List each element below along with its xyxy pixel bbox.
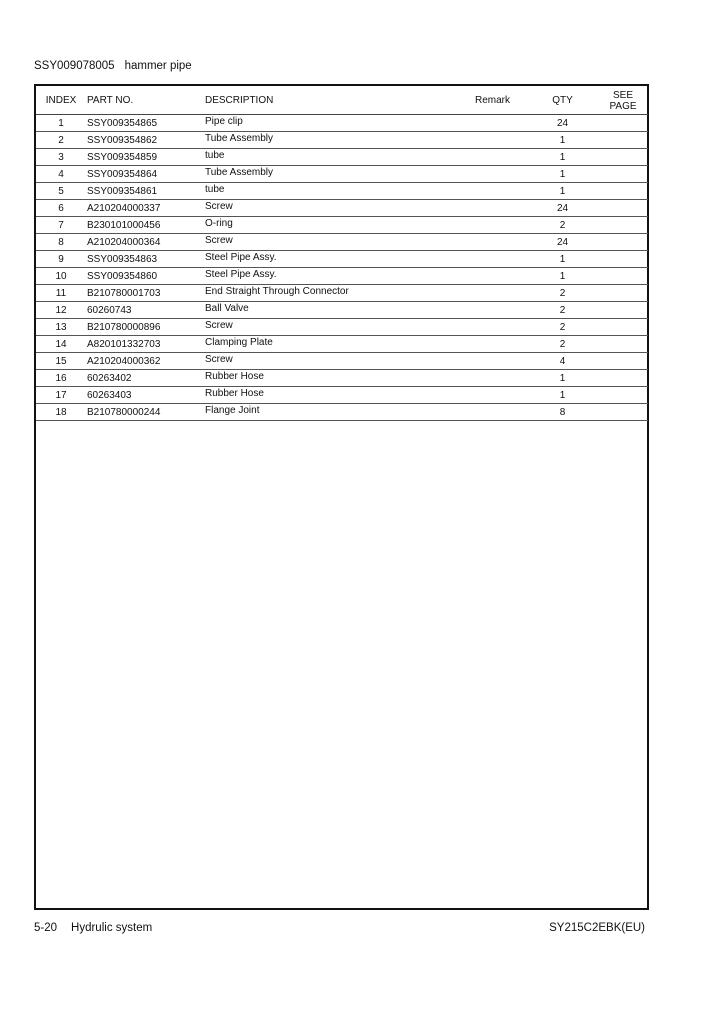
cell-index: 6 (36, 200, 86, 217)
cell-description: tube (205, 181, 475, 198)
cell-remark (475, 251, 527, 268)
cell-see-page (598, 251, 648, 268)
cell-description: Screw (205, 351, 475, 368)
cell-qty: 1 (527, 166, 598, 183)
cell-part-no: SSY009354860 (86, 268, 205, 285)
cell-index: 8 (36, 234, 86, 251)
cell-see-page (598, 336, 648, 353)
cell-remark (475, 370, 527, 387)
cell-description: O-ring (205, 215, 475, 232)
cell-remark (475, 166, 527, 183)
cell-index: 12 (36, 302, 86, 319)
cell-qty: 1 (527, 268, 598, 285)
cell-see-page (598, 166, 648, 183)
header-see-page (598, 86, 648, 115)
table-body (36, 115, 648, 421)
cell-part-no: SSY009354863 (86, 251, 205, 268)
page-number: 5-20 (34, 922, 58, 934)
cell-index: 4 (36, 166, 86, 183)
cell-remark (475, 319, 527, 336)
header-part-no: PART NO. (86, 86, 205, 115)
section-name: Hydrulic system (71, 922, 153, 934)
header-description: DESCRIPTION (205, 86, 475, 115)
cell-index: 11 (36, 285, 86, 302)
parts-table (36, 86, 648, 421)
cell-index: 3 (36, 149, 86, 166)
cell-qty: 1 (527, 149, 598, 166)
cell-qty: 24 (527, 115, 598, 132)
cell-index: 7 (36, 217, 86, 234)
cell-qty: 2 (527, 285, 598, 302)
cell-description: tube (205, 147, 475, 164)
cell-index: 1 (36, 115, 86, 132)
cell-see-page (598, 149, 648, 166)
header-index: INDEX (36, 86, 86, 115)
cell-see-page (598, 302, 648, 319)
cell-description: Tube Assembly (205, 164, 475, 181)
cell-part-no: SSY009354864 (86, 166, 205, 183)
cell-qty: 1 (527, 183, 598, 200)
cell-description: End Straight Through Connector (205, 283, 475, 300)
cell-index: 15 (36, 353, 86, 370)
cell-description: Screw (205, 198, 475, 215)
cell-qty: 2 (527, 302, 598, 319)
cell-description: Screw (205, 317, 475, 334)
cell-description: Tube Assembly (205, 130, 475, 147)
cell-see-page (598, 115, 648, 132)
cell-description: Ball Valve (205, 300, 475, 317)
cell-description: Screw (205, 232, 475, 249)
cell-see-page (598, 404, 648, 421)
cell-part-no: B210780001703 (86, 285, 205, 302)
cell-see-page (598, 353, 648, 370)
cell-see-page (598, 132, 648, 149)
cell-remark (475, 115, 527, 132)
cell-part-no: A210204000362 (86, 353, 205, 370)
table-header-row (36, 86, 648, 115)
cell-part-no: 60260743 (86, 302, 205, 319)
cell-description: Clamping Plate (205, 334, 475, 351)
header-see-line1: SEE (612, 89, 633, 101)
cell-part-no: B210780000244 (86, 404, 205, 421)
cell-qty: 2 (527, 336, 598, 353)
cell-qty: 8 (527, 404, 598, 421)
cell-part-no: A210204000337 (86, 200, 205, 217)
header-see-line2: PAGE (609, 100, 637, 112)
assembly-code: SSY009078005 (34, 60, 115, 72)
cell-part-no: SSY009354859 (86, 149, 205, 166)
cell-description: Flange Joint (205, 402, 475, 419)
model-code: SY215C2EBK(EU) (549, 922, 645, 934)
cell-description: Rubber Hose (205, 385, 475, 402)
cell-index: 17 (36, 387, 86, 404)
cell-part-no: A210204000364 (86, 234, 205, 251)
header-remark: Remark (475, 86, 527, 115)
cell-remark (475, 353, 527, 370)
cell-remark (475, 336, 527, 353)
cell-remark (475, 268, 527, 285)
assembly-name: hammer pipe (124, 60, 192, 72)
cell-part-no: 60263403 (86, 387, 205, 404)
cell-part-no: SSY009354861 (86, 183, 205, 200)
cell-index: 5 (36, 183, 86, 200)
cell-see-page (598, 217, 648, 234)
cell-description: Rubber Hose (205, 368, 475, 385)
page-heading (34, 60, 192, 72)
cell-index: 16 (36, 370, 86, 387)
cell-description: Steel Pipe Assy. (205, 266, 475, 283)
cell-qty: 1 (527, 251, 598, 268)
cell-remark (475, 404, 527, 421)
cell-remark (475, 387, 527, 404)
cell-qty: 24 (527, 200, 598, 217)
cell-remark (475, 183, 527, 200)
cell-remark (475, 149, 527, 166)
cell-see-page (598, 319, 648, 336)
cell-remark (475, 302, 527, 319)
cell-qty: 4 (527, 353, 598, 370)
cell-qty: 24 (527, 234, 598, 251)
cell-qty: 2 (527, 319, 598, 336)
table-row (36, 404, 648, 421)
cell-part-no: SSY009354865 (86, 115, 205, 132)
header-qty: QTY (527, 86, 598, 115)
cell-see-page (598, 387, 648, 404)
cell-part-no: A820101332703 (86, 336, 205, 353)
parts-list-frame (34, 84, 649, 910)
cell-description: Pipe clip (205, 113, 475, 130)
cell-see-page (598, 370, 648, 387)
cell-qty: 1 (527, 132, 598, 149)
cell-index: 9 (36, 251, 86, 268)
cell-qty: 2 (527, 217, 598, 234)
cell-index: 10 (36, 268, 86, 285)
cell-qty: 1 (527, 370, 598, 387)
cell-part-no: SSY009354862 (86, 132, 205, 149)
cell-index: 14 (36, 336, 86, 353)
cell-remark (475, 200, 527, 217)
cell-part-no: B230101000456 (86, 217, 205, 234)
cell-index: 13 (36, 319, 86, 336)
cell-see-page (598, 268, 648, 285)
cell-part-no: B210780000896 (86, 319, 205, 336)
cell-see-page (598, 200, 648, 217)
cell-index: 2 (36, 132, 86, 149)
cell-remark (475, 132, 527, 149)
cell-see-page (598, 183, 648, 200)
cell-remark (475, 234, 527, 251)
cell-description: Steel Pipe Assy. (205, 249, 475, 266)
cell-remark (475, 285, 527, 302)
footer-left (34, 922, 152, 934)
cell-remark (475, 217, 527, 234)
cell-see-page (598, 234, 648, 251)
cell-part-no: 60263402 (86, 370, 205, 387)
cell-qty: 1 (527, 387, 598, 404)
cell-index: 18 (36, 404, 86, 421)
cell-see-page (598, 285, 648, 302)
